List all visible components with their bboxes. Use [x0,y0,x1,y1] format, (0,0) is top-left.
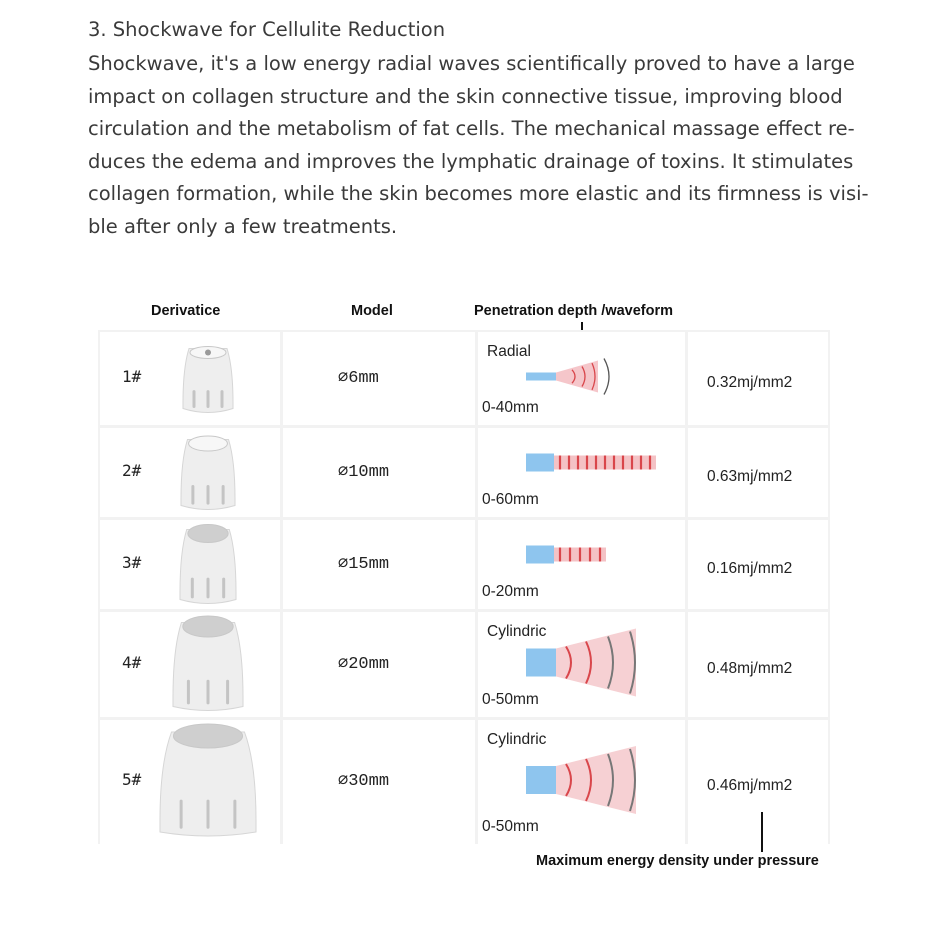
cap-groove [207,680,210,705]
waveform-icon [526,629,636,697]
footnote: Maximum energy density under pressure [536,853,819,869]
waveform-icon [526,454,656,472]
column-header-derivative: Derivatice [151,303,221,319]
penetration-depth: 0-50mm [482,691,539,708]
waveform-icon [526,359,609,395]
model-size: ∅6mm [338,368,379,388]
row-number: 3# [122,552,142,572]
paragraph-line: Shockwave, it's a low energy radial waves scientifically proved to have a large [88,52,855,75]
waveform-figure [526,428,716,517]
column-header-model: Model [351,303,393,319]
cap-groove [187,680,190,705]
paragraph-line: collagen formation, while the skin becomes more elastic and its firmness is visi- [88,182,869,206]
cap-top [183,616,233,637]
probe-cap-icon [181,436,235,510]
cap-figure [153,720,263,844]
cap-figure [153,428,263,517]
row-number: 4# [122,652,142,672]
model-size: ∅30mm [338,772,390,791]
cap-groove [207,800,210,829]
paragraph-line: duces the edema and improves the lymphatic drainage of toxins. It stimulates [88,149,854,173]
waveform-group [526,629,636,697]
cap-groove [191,485,194,505]
waveform-figure [526,520,716,609]
cap-groove [191,578,194,599]
energy-density: 0.16mj/mm2 [707,559,793,577]
wave-arc [604,359,609,395]
waveform-group [526,746,636,814]
cell-model [283,332,475,425]
cap-group [180,525,236,604]
cap-top [173,724,242,748]
cap-groove [226,680,229,705]
paragraph-line: impact on collagen structure and the skin connective tissue, improving blood [88,84,843,108]
waveform-group [526,454,656,472]
energy-density: 0.32mj/mm2 [707,373,793,391]
energy-density: 0.48mj/mm2 [707,659,793,677]
cylindric-beam [556,746,636,814]
penetration-depth: 0-20mm [482,583,539,600]
cap-top [188,525,228,543]
cap-groove [207,390,210,408]
cap-groove [193,390,196,408]
footnote-pointer-line [761,812,763,852]
probe-cap-icon [180,525,236,604]
waveform-icon [526,746,636,814]
row-number: 1# [122,366,142,386]
cap-tip [205,350,211,356]
probe-shaft [526,546,554,564]
wave-type-label: Cylindric [487,623,547,640]
cap-group [183,347,233,413]
waveform-icon [526,546,606,564]
paragraph-line: circulation and the metabolism of fat cells. The mechanical massage effect re- [88,117,855,141]
model-size: ∅15mm [338,554,390,574]
section-heading: 3. Shockwave for Cellulite Reduction [88,18,446,41]
energy-density: 0.63mj/mm2 [707,467,793,485]
waveform-figure [526,332,716,425]
cap-groove [233,800,236,829]
cap-groove [221,390,224,408]
cap-groove [207,485,210,505]
description-paragraph [88,48,869,244]
column-header-waveform: Penetration depth /waveform [474,303,674,319]
probe-shaft [526,454,554,472]
model-size: ∅20mm [338,654,390,674]
cap-group [181,436,235,510]
penetration-depth: 0-60mm [482,491,539,508]
wave-type-label: Cylindric [487,731,547,748]
probe-shaft [526,649,556,677]
cap-groove [222,485,225,505]
waveform-group [526,546,606,564]
paragraph-line: ble after only a few treatments. [88,214,398,238]
penetration-depth: 0-50mm [482,818,539,835]
probe-cap-icon [160,724,256,836]
cap-groove [180,800,183,829]
cap-groove [222,578,225,599]
wave-type-label: Radial [487,343,531,360]
row-number: 5# [122,770,142,789]
cap-figure [153,612,263,717]
cap-groove [207,578,210,599]
cylindric-beam [556,629,636,697]
probe-cap-icon [173,616,243,711]
probe-shaft [526,373,556,381]
penetration-depth: 0-40mm [482,399,539,416]
cap-figure [153,332,263,425]
radial-beam [556,361,598,393]
cap-top [189,436,228,451]
probe-cap-icon [183,347,233,413]
waveform-figure [526,612,716,717]
cap-group [160,724,256,836]
spec-table [98,330,830,844]
energy-density: 0.46mj/mm2 [707,777,793,794]
waveform-group [526,359,609,395]
cap-figure [153,520,263,609]
probe-shaft [526,766,556,794]
model-size: ∅10mm [338,462,390,482]
cap-group [173,616,243,711]
waveform-figure [526,720,716,844]
row-number: 2# [122,460,142,480]
